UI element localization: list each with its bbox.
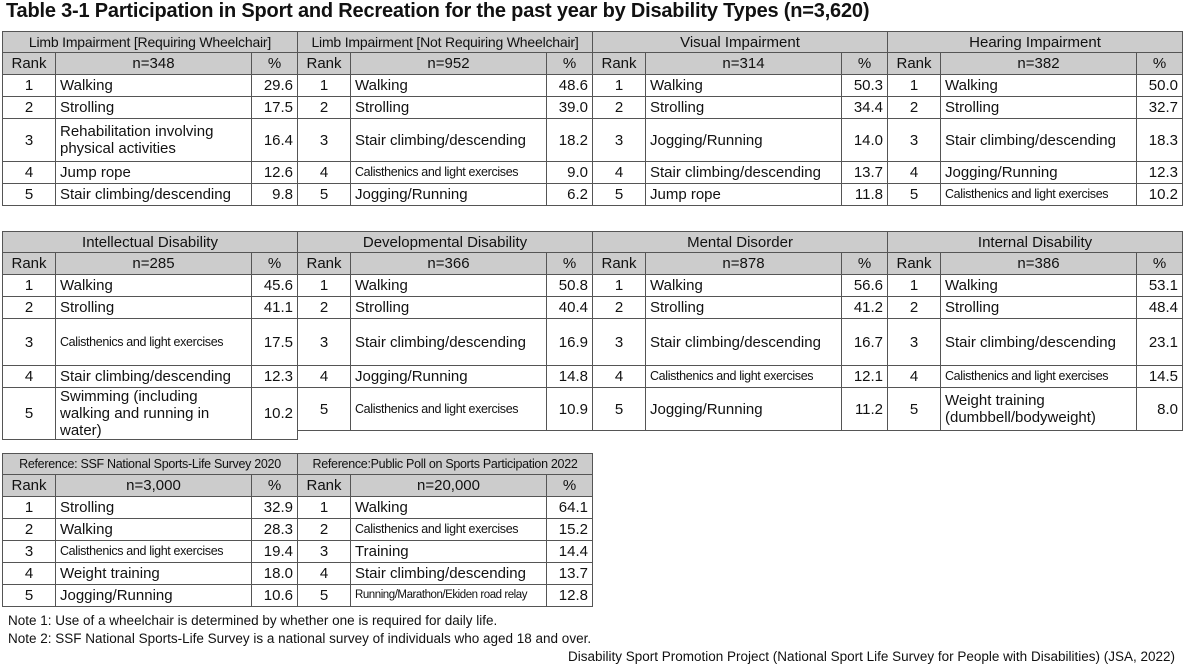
rank-cell: 5 — [888, 184, 941, 206]
group-table — [297, 231, 593, 431]
rank-cell: 1 — [3, 497, 56, 519]
activity-cell: Walking — [941, 75, 1137, 97]
percent-column-header: % — [252, 475, 298, 497]
percent-cell: 14.0 — [842, 119, 888, 162]
percent-cell: 14.5 — [1137, 366, 1183, 388]
sample-size: n=382 — [941, 53, 1137, 75]
percent-cell: 29.6 — [252, 75, 298, 97]
rank-cell: 3 — [3, 119, 56, 162]
rank-cell: 4 — [3, 366, 56, 388]
percent-cell: 34.4 — [842, 97, 888, 119]
activity-cell: Stair climbing/descending — [941, 119, 1137, 162]
activity-cell: Strolling — [646, 97, 842, 119]
group-table — [887, 31, 1183, 206]
activity-cell: Jogging/Running — [941, 162, 1137, 184]
percent-cell: 10.2 — [252, 388, 298, 440]
rank-cell: 3 — [888, 119, 941, 162]
percent-cell: 12.8 — [547, 585, 593, 607]
rank-cell: 1 — [593, 275, 646, 297]
rank-cell: 5 — [298, 388, 351, 431]
activity-cell: Walking — [646, 275, 842, 297]
rank-column-header: Rank — [888, 253, 941, 275]
percent-cell: 11.2 — [842, 388, 888, 431]
percent-cell: 10.9 — [547, 388, 593, 431]
rank-cell: 5 — [3, 184, 56, 206]
percent-cell: 16.9 — [547, 319, 593, 366]
sample-size: n=952 — [351, 53, 547, 75]
activity-cell: Jogging/Running — [351, 184, 547, 206]
rank-cell: 4 — [888, 162, 941, 184]
activity-cell: Calisthenics and light exercises — [941, 366, 1137, 388]
rank-cell: 3 — [298, 319, 351, 366]
rank-cell: 2 — [888, 97, 941, 119]
rank-cell: 1 — [298, 75, 351, 97]
percent-cell: 41.1 — [252, 297, 298, 319]
percent-cell: 16.4 — [252, 119, 298, 162]
activity-cell: Strolling — [941, 97, 1137, 119]
activity-cell: Jogging/Running — [646, 119, 842, 162]
activity-cell: Strolling — [646, 297, 842, 319]
percent-cell: 9.8 — [252, 184, 298, 206]
rank-cell: 3 — [593, 319, 646, 366]
rank-cell: 4 — [888, 366, 941, 388]
rank-cell: 3 — [593, 119, 646, 162]
activity-cell: Stair climbing/descending — [941, 319, 1137, 366]
sample-size: n=366 — [351, 253, 547, 275]
percent-cell: 28.3 — [252, 519, 298, 541]
activity-cell: Jogging/Running — [646, 388, 842, 431]
rank-cell: 2 — [298, 97, 351, 119]
percent-column-header: % — [1137, 253, 1183, 275]
rank-column-header: Rank — [298, 253, 351, 275]
activity-cell: Stair climbing/descending — [351, 119, 547, 162]
activity-cell: Stair climbing/descending — [351, 563, 547, 585]
group-table — [592, 31, 888, 206]
percent-cell: 48.4 — [1137, 297, 1183, 319]
group-header: Reference:Public Poll on Sports Participation 2022 — [298, 454, 593, 475]
activity-cell: Walking — [56, 275, 252, 297]
group-header: Intellectual Disability — [3, 232, 298, 253]
source-citation: Disability Sport Promotion Project (National Sport Life Survey for People with Disabilities) (JSA, 2022) — [567, 649, 1175, 664]
percent-cell: 14.8 — [547, 366, 593, 388]
activity-cell: Jump rope — [56, 162, 252, 184]
group-header: Reference: SSF National Sports-Life Survey 2020 — [3, 454, 298, 475]
percent-cell: 12.1 — [842, 366, 888, 388]
rank-cell: 2 — [298, 519, 351, 541]
rank-column-header: Rank — [593, 53, 646, 75]
percent-column-header: % — [252, 253, 298, 275]
activity-cell: Stair climbing/descending — [56, 366, 252, 388]
group-header: Internal Disability — [888, 232, 1183, 253]
percent-cell: 32.9 — [252, 497, 298, 519]
activity-cell: Weight training (dumbbell/bodyweight) — [941, 388, 1137, 431]
rank-cell: 4 — [298, 366, 351, 388]
rank-cell: 3 — [298, 541, 351, 563]
rank-cell: 4 — [298, 563, 351, 585]
sample-size: n=314 — [646, 53, 842, 75]
group-table — [2, 231, 298, 440]
percent-column-header: % — [1137, 53, 1183, 75]
activity-cell: Stair climbing/descending — [646, 162, 842, 184]
activity-cell: Strolling — [351, 297, 547, 319]
percent-column-header: % — [547, 253, 593, 275]
rank-cell: 5 — [3, 585, 56, 607]
activity-cell: Training — [351, 541, 547, 563]
rank-cell: 1 — [3, 275, 56, 297]
activity-cell: Walking — [351, 75, 547, 97]
rank-cell: 2 — [3, 297, 56, 319]
percent-column-header: % — [842, 53, 888, 75]
activity-cell: Strolling — [351, 97, 547, 119]
rank-cell: 3 — [3, 541, 56, 563]
percent-cell: 12.3 — [1137, 162, 1183, 184]
percent-cell: 12.6 — [252, 162, 298, 184]
activity-cell: Calisthenics and light exercises — [56, 541, 252, 563]
group-header: Limb Impairment [Not Requiring Wheelchair] — [298, 32, 593, 53]
activity-cell: Walking — [941, 275, 1137, 297]
percent-cell: 10.2 — [1137, 184, 1183, 206]
percent-cell: 9.0 — [547, 162, 593, 184]
percent-column-header: % — [252, 53, 298, 75]
sample-size: n=285 — [56, 253, 252, 275]
activity-cell: Strolling — [941, 297, 1137, 319]
activity-cell: Walking — [351, 497, 547, 519]
percent-cell: 48.6 — [547, 75, 593, 97]
percent-cell: 50.8 — [547, 275, 593, 297]
rank-column-header: Rank — [593, 253, 646, 275]
percent-cell: 32.7 — [1137, 97, 1183, 119]
activity-cell: Walking — [351, 275, 547, 297]
group-header: Mental Disorder — [593, 232, 888, 253]
note-1: Note 1: Use of a wheelchair is determined by whether one is required for daily life. — [8, 613, 498, 628]
rank-cell: 3 — [298, 119, 351, 162]
sample-size: n=3,000 — [56, 475, 252, 497]
activity-cell: Calisthenics and light exercises — [941, 184, 1137, 206]
group-table — [2, 31, 298, 206]
rank-cell: 4 — [593, 366, 646, 388]
activity-cell: Swimming (including walking and running in water) — [56, 388, 252, 440]
sample-size: n=20,000 — [351, 475, 547, 497]
activity-cell: Strolling — [56, 97, 252, 119]
group-header: Visual Impairment — [593, 32, 888, 53]
activity-cell: Stair climbing/descending — [351, 319, 547, 366]
rank-cell: 1 — [298, 497, 351, 519]
rank-cell: 1 — [298, 275, 351, 297]
percent-cell: 17.5 — [252, 97, 298, 119]
rank-cell: 2 — [593, 297, 646, 319]
rank-cell: 5 — [298, 184, 351, 206]
activity-cell: Walking — [56, 519, 252, 541]
percent-cell: 15.2 — [547, 519, 593, 541]
activity-cell: Jogging/Running — [351, 366, 547, 388]
percent-cell: 17.5 — [252, 319, 298, 366]
rank-cell: 3 — [888, 319, 941, 366]
rank-cell: 5 — [3, 388, 56, 440]
percent-cell: 41.2 — [842, 297, 888, 319]
activity-cell: Jogging/Running — [56, 585, 252, 607]
rank-cell: 1 — [593, 75, 646, 97]
activity-cell: Strolling — [56, 297, 252, 319]
rank-cell: 1 — [888, 275, 941, 297]
rank-column-header: Rank — [3, 53, 56, 75]
activity-cell: Rehabilitation involving physical activities — [56, 119, 252, 162]
percent-cell: 39.0 — [547, 97, 593, 119]
rank-cell: 3 — [3, 319, 56, 366]
note-2: Note 2: SSF National Sports-Life Survey is a national survey of individuals who aged 18 and over. — [8, 631, 592, 646]
activity-cell: Stair climbing/descending — [646, 319, 842, 366]
percent-cell: 10.6 — [252, 585, 298, 607]
rank-column-header: Rank — [3, 253, 56, 275]
percent-cell: 16.7 — [842, 319, 888, 366]
rank-cell: 4 — [3, 162, 56, 184]
percent-cell: 50.3 — [842, 75, 888, 97]
activity-cell: Walking — [56, 75, 252, 97]
activity-cell: Calisthenics and light exercises — [351, 162, 547, 184]
percent-cell: 18.3 — [1137, 119, 1183, 162]
activity-cell: Walking — [646, 75, 842, 97]
rank-cell: 2 — [3, 519, 56, 541]
activity-cell: Stair climbing/descending — [56, 184, 252, 206]
rank-cell: 2 — [593, 97, 646, 119]
activity-cell: Strolling — [56, 497, 252, 519]
rank-cell: 1 — [3, 75, 56, 97]
rank-cell: 5 — [593, 388, 646, 431]
percent-cell: 40.4 — [547, 297, 593, 319]
percent-column-header: % — [547, 53, 593, 75]
rank-cell: 4 — [298, 162, 351, 184]
percent-cell: 18.2 — [547, 119, 593, 162]
sample-size: n=386 — [941, 253, 1137, 275]
percent-cell: 50.0 — [1137, 75, 1183, 97]
activity-cell: Running/Marathon/Ekiden road relay — [351, 585, 547, 607]
rank-cell: 2 — [888, 297, 941, 319]
reference-table — [297, 453, 593, 607]
rank-column-header: Rank — [298, 53, 351, 75]
percent-cell: 19.4 — [252, 541, 298, 563]
percent-cell: 18.0 — [252, 563, 298, 585]
table-title: Table 3-1 Participation in Sport and Recreation for the past year by Disability Types (n=3,620) — [6, 0, 870, 22]
group-table — [592, 231, 888, 431]
percent-cell: 12.3 — [252, 366, 298, 388]
activity-cell: Calisthenics and light exercises — [56, 319, 252, 366]
percent-cell: 6.2 — [547, 184, 593, 206]
rank-column-header: Rank — [3, 475, 56, 497]
percent-cell: 8.0 — [1137, 388, 1183, 431]
percent-column-header: % — [547, 475, 593, 497]
rank-cell: 4 — [3, 563, 56, 585]
percent-cell: 56.6 — [842, 275, 888, 297]
percent-cell: 53.1 — [1137, 275, 1183, 297]
group-header: Developmental Disability — [298, 232, 593, 253]
percent-cell: 64.1 — [547, 497, 593, 519]
activity-cell: Calisthenics and light exercises — [351, 388, 547, 431]
percent-cell: 23.1 — [1137, 319, 1183, 366]
rank-cell: 5 — [298, 585, 351, 607]
rank-cell: 1 — [888, 75, 941, 97]
percent-cell: 14.4 — [547, 541, 593, 563]
activity-cell: Weight training — [56, 563, 252, 585]
rank-cell: 5 — [888, 388, 941, 431]
group-table — [297, 31, 593, 206]
activity-cell: Calisthenics and light exercises — [646, 366, 842, 388]
percent-cell: 45.6 — [252, 275, 298, 297]
percent-cell: 13.7 — [842, 162, 888, 184]
percent-cell: 11.8 — [842, 184, 888, 206]
sample-size: n=348 — [56, 53, 252, 75]
sample-size: n=878 — [646, 253, 842, 275]
activity-cell: Calisthenics and light exercises — [351, 519, 547, 541]
group-table — [887, 231, 1183, 431]
reference-table — [2, 453, 298, 607]
rank-cell: 4 — [593, 162, 646, 184]
group-header: Limb Impairment [Requiring Wheelchair] — [3, 32, 298, 53]
activity-cell: Jump rope — [646, 184, 842, 206]
rank-cell: 2 — [298, 297, 351, 319]
percent-column-header: % — [842, 253, 888, 275]
rank-column-header: Rank — [298, 475, 351, 497]
rank-cell: 2 — [3, 97, 56, 119]
group-header: Hearing Impairment — [888, 32, 1183, 53]
percent-cell: 13.7 — [547, 563, 593, 585]
rank-column-header: Rank — [888, 53, 941, 75]
rank-cell: 5 — [593, 184, 646, 206]
